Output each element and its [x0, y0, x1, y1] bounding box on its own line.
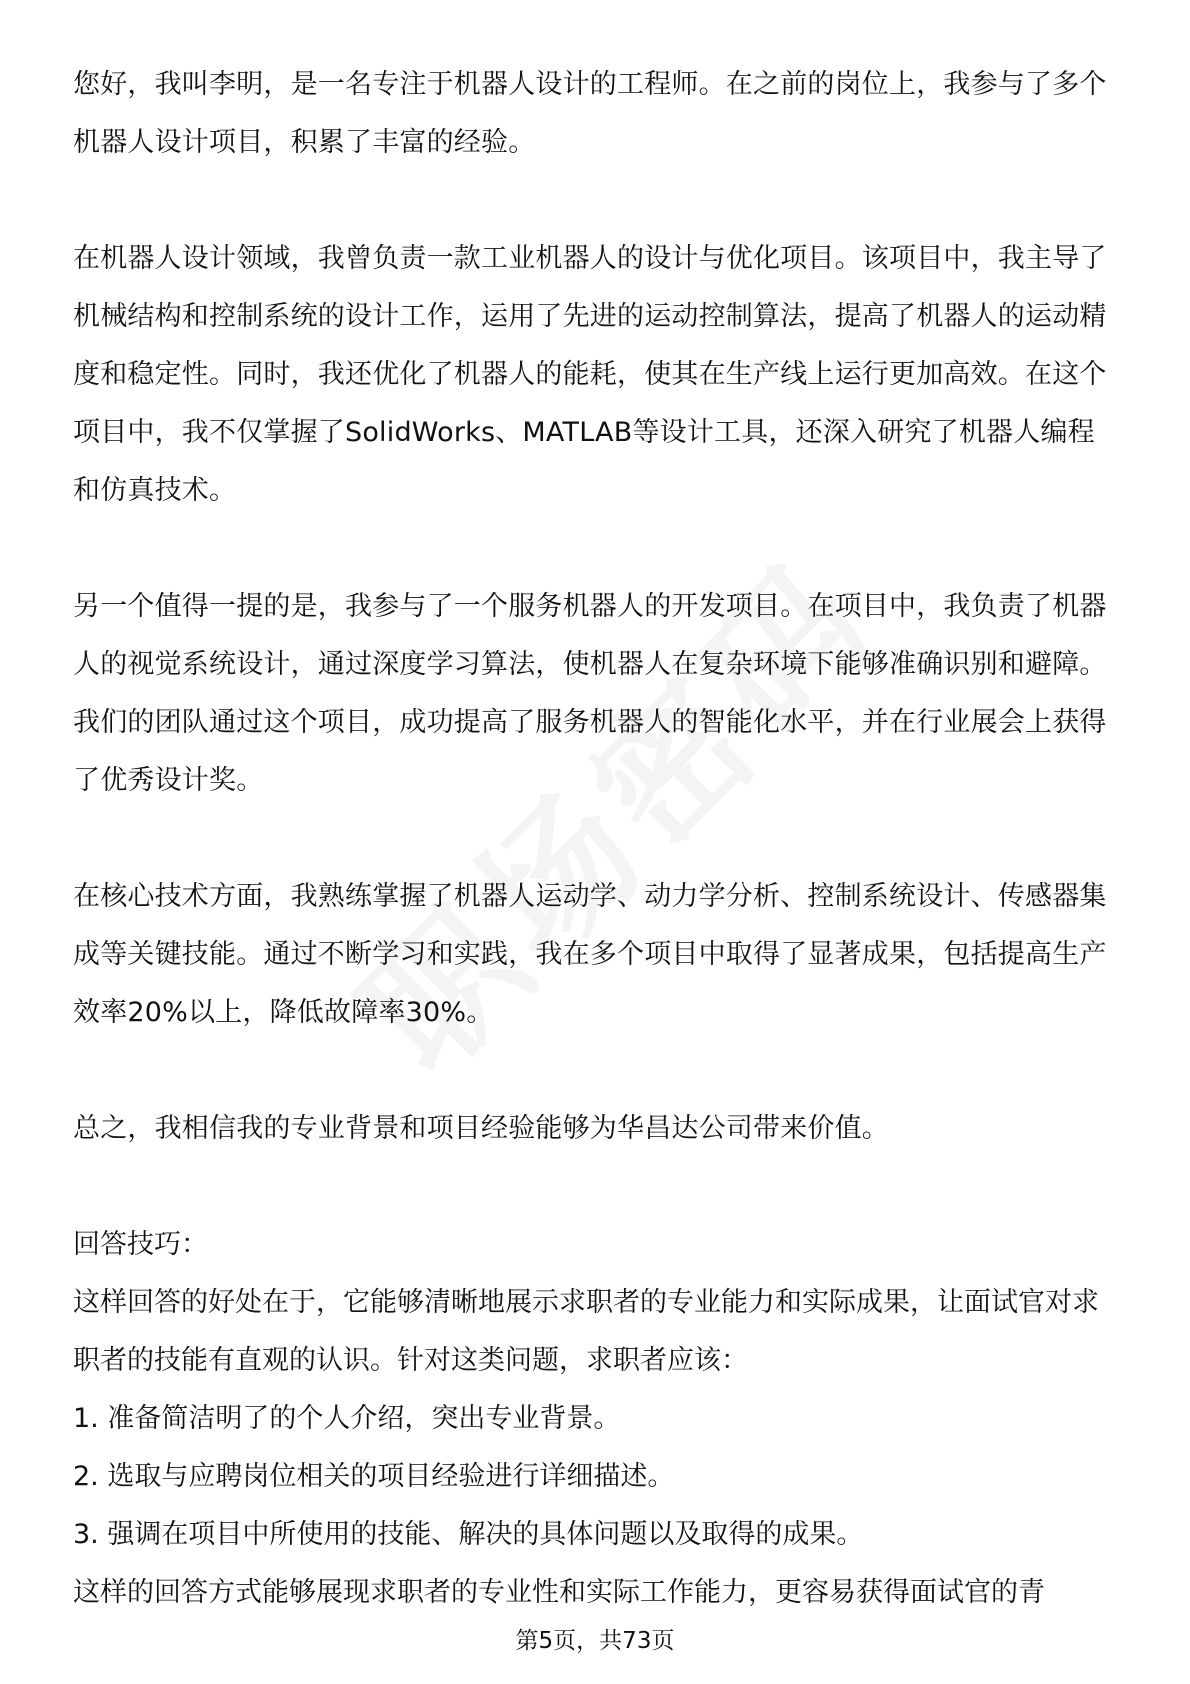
document-body [73, 56, 1117, 1622]
paragraph-service-robot: 另一个值得一提的是，我参与了一个服务机器人的开发项目。在项目中，我负责了机器人的视觉系统设计，通过深度学习算法，使机器人在复杂环境下能够准确识别和避障。我们的团队通过这个项目，成功提高了服务机器人的智能化水平，并在行业展会上获得了优秀设计奖。 [73, 591, 1107, 796]
paragraph-intro: 您好，我叫李明，是一名专注于机器人设计的工程师。在之前的岗位上，我参与了多个机器人设计项目，积累了丰富的经验。 [73, 69, 1107, 158]
paragraph-core-skills: 在核心技术方面，我熟练掌握了机器人运动学、动力学分析、控制系统设计、传感器集成等关键技能。通过不断学习和实践，我在多个项目中取得了显著成果，包括提高生产效率20%以上，降低故障率30%。 [73, 881, 1107, 1028]
tips-heading: 回答技巧： [73, 1229, 208, 1260]
paragraph-industrial-robot: 在机器人设计领域，我曾负责一款工业机器人的设计与优化项目。该项目中，我主导了机械结构和控制系统的设计工作，运用了先进的运动控制算法，提高了机器人的运动精度和稳定性。同时，我还优化了机器人的能耗，使其在生产线上运行更加高效。在这个项目中，我不仅掌握了SolidWorks、MATLAB等设计工具，还深入研究了机器人编程和仿真技术。 [73, 243, 1107, 506]
tips-intro: 这样回答的好处在于，它能够清晰地展示求职者的专业能力和实际成果，让面试官对求职者的技能有直观的认识。针对这类问题，求职者应该： [73, 1287, 1099, 1376]
tips-item: 2. 选取与应聘岗位相关的项目经验进行详细描述。 [73, 1461, 675, 1492]
tips-closing: 这样的回答方式能够展现求职者的专业性和实际工作能力，更容易获得面试官的青 [73, 1577, 1045, 1608]
page-number: 第5页，共73页 [515, 1628, 675, 1654]
answer-tips-section [73, 1216, 1117, 1622]
paragraph-summary: 总之，我相信我的专业背景和项目经验能够为华昌达公司带来价值。 [73, 1113, 889, 1144]
tips-item: 3. 强调在项目中所使用的技能、解决的具体问题以及取得的成果。 [73, 1519, 864, 1550]
tips-item: 1. 准备简洁明了的个人介绍，突出专业背景。 [73, 1403, 621, 1434]
